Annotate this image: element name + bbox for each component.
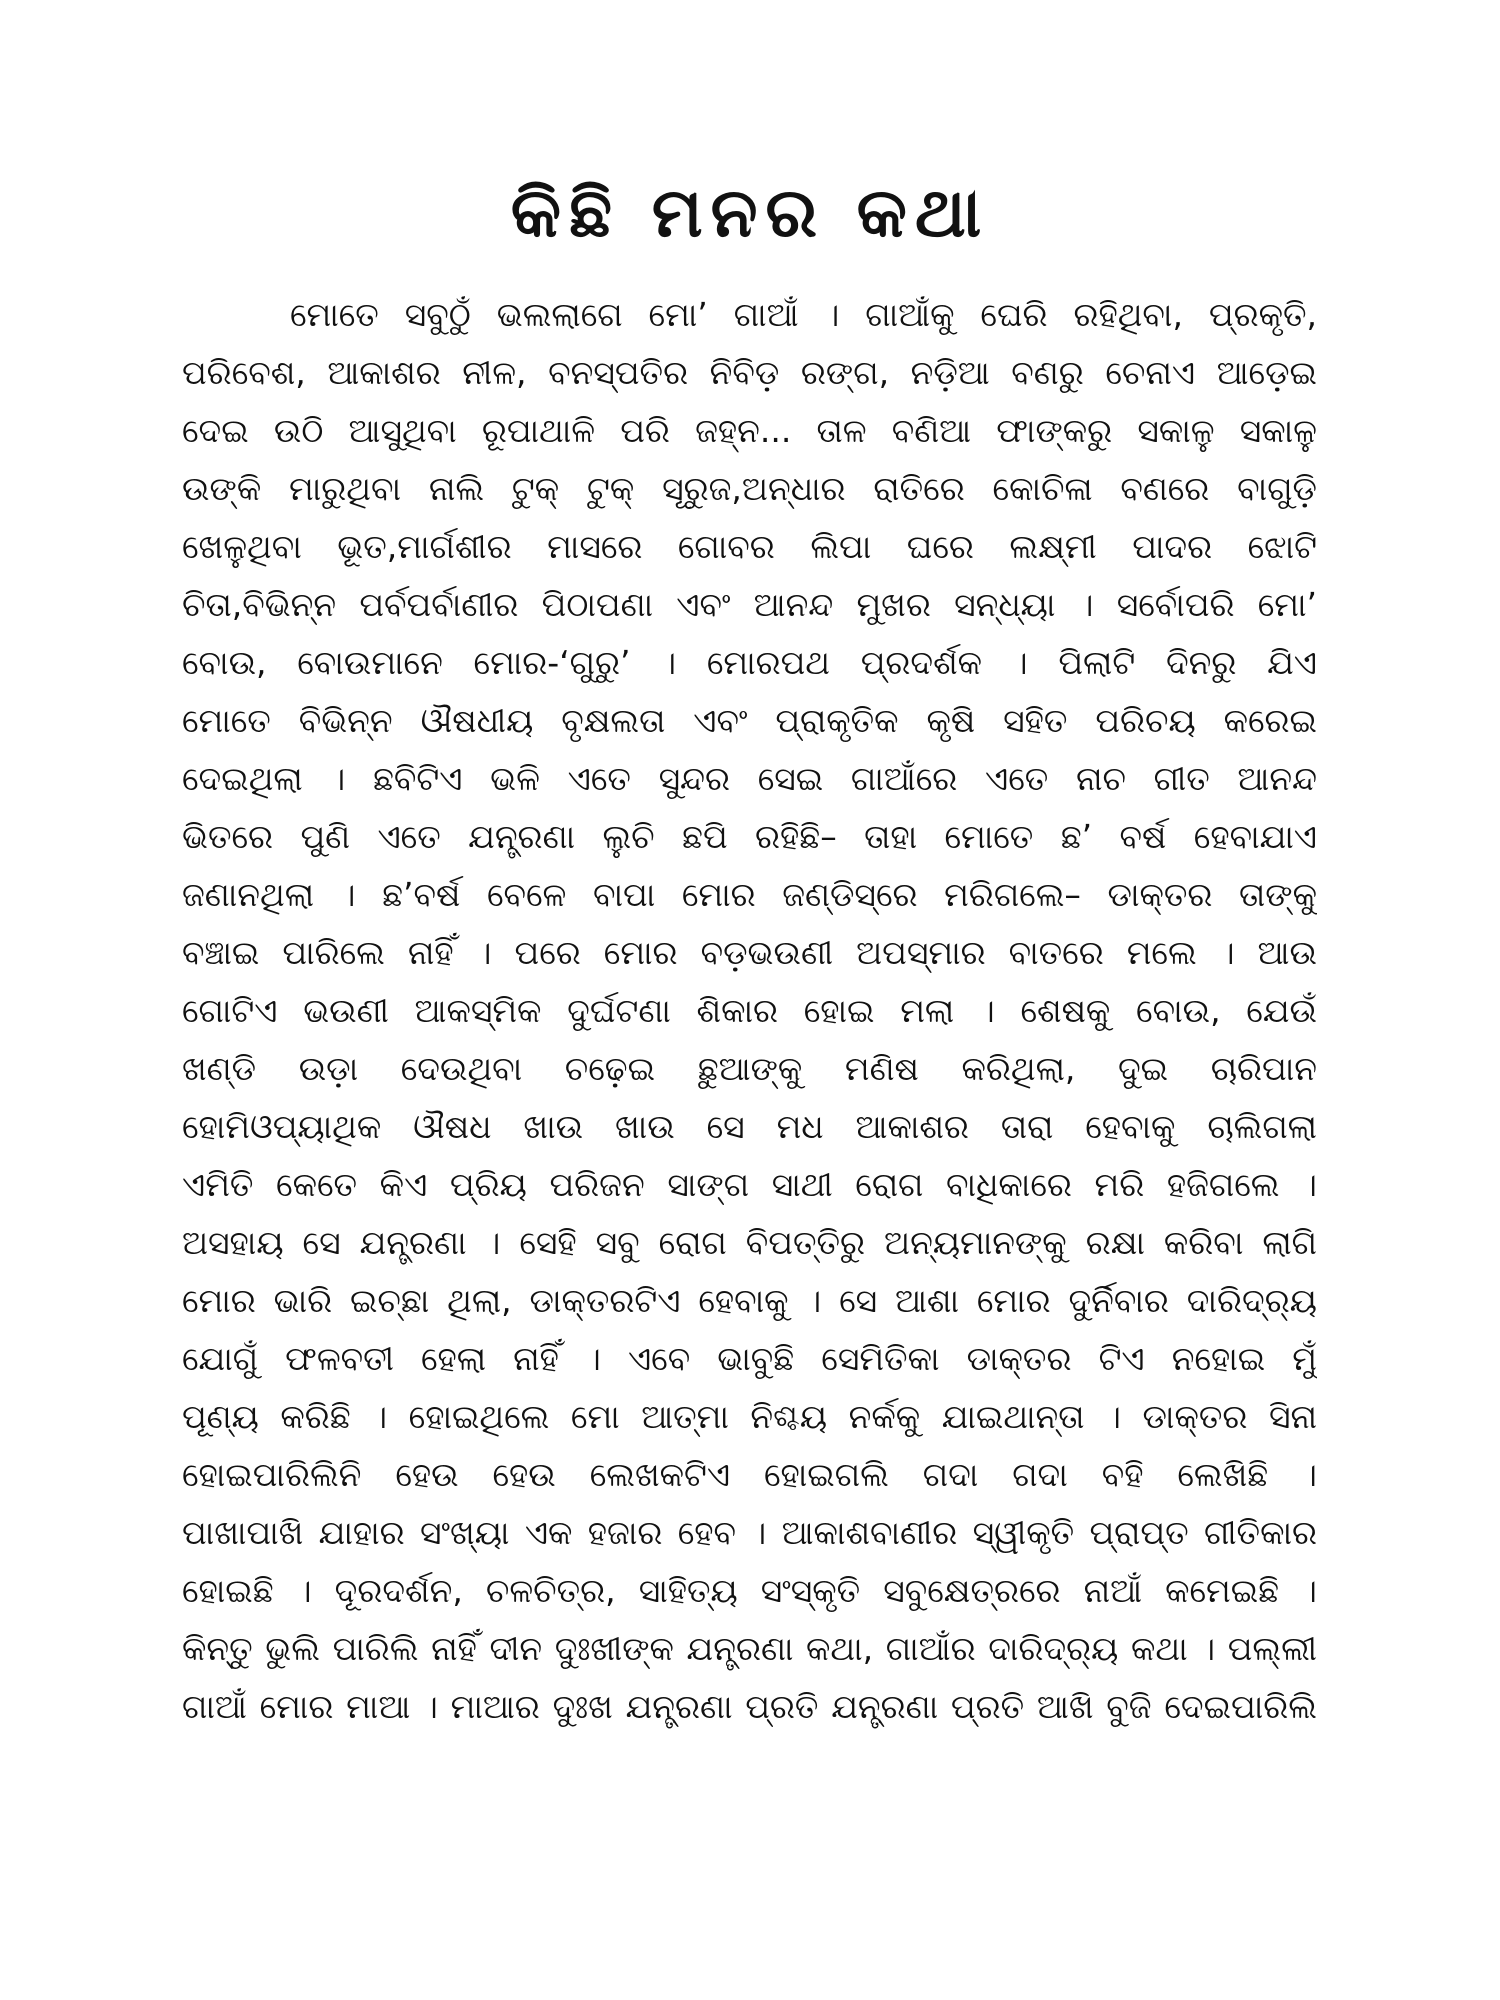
page-title: କିଛି ମନର କଥା <box>510 173 990 253</box>
text-line: ଗୋଟିଏ ଭଉଣୀ ଆକସ୍ମିକ ଦୁର୍ଘଟଣା ଶିକାର ହୋଇ ମଲା । ଶେଷକୁ ବୋଉ, ଯେଉଁ <box>182 991 1317 1030</box>
text-line: ଭିତରେ ପୁଣି ଏତେ ଯନ୍ତ୍ରଣା ଲୁଚି ଛପି ରହିଛି– ତାହା ମୋତେ ଛ’ ବର୍ଷ ହେବାଯାଏ <box>182 817 1317 856</box>
text-line: ଖେଳୁଥିବା ଭୂତ,ମାର୍ଗଶୀର ମାସରେ ଗୋବର ଲିପା ଘରେ ଲକ୍ଷ୍ମୀ ପାଦର ଝୋଟି <box>182 527 1317 566</box>
text-line: ଜଣାନଥିଲା । ଛ’ବର୍ଷ ବେଳେ ବାପା ମୋର ଜଣ୍ଡିସ୍‌ରେ ମରିଗଲେ– ଡାକ୍ତର ତାଙ୍କୁ <box>182 875 1317 914</box>
text-line: ପୂଣ୍ୟ କରିଛି । ହୋଇଥିଲେ ମୋ ଆତ୍ମା ନିଶ୍ଚୟ ନର୍କକୁ ଯାଇଥାନ୍ତା । ଡାକ୍ତର ସିନା <box>182 1397 1317 1436</box>
text-line: ଦେଇ ଉଠି ଆସୁଥିବା ରୂପାଥାଳି ପରି ଜହ୍ନ... ତାଳ ବଣିଆ ଫାଙ୍କରୁ ସକାଳୁ ସକାଳୁ <box>182 411 1317 450</box>
text-line: ଦେଇଥିଲା । ଛବିଟିଏ ଭଳି ଏତେ ସୁନ୍ଦର ସେଇ ଗାଆଁରେ ଏତେ ନାଚ ଗୀତ ଆନନ୍ଦ <box>182 759 1317 798</box>
text-line: ଏମିତି କେତେ କିଏ ପ୍ରିୟ ପରିଜନ ସାଙ୍ଗ ସାଥୀ ରୋଗ ବାଧିକାରେ ମରି ହଜିଗଲେ । <box>182 1165 1317 1204</box>
text-line: ହୋମିଓପ୍ୟାଥିକ ଔଷଧ ଖାଉ ଖାଉ ସେ ମଧ ଆକାଶର ତାରା ହେବାକୁ ଚାଲିଗଲା <box>182 1107 1317 1146</box>
text-line: ପରିବେଶ, ଆକାଶର ନୀଳ, ବନସ୍ପତିର ନିବିଡ଼ ରଙ୍ଗ, ନଡ଼ିଆ ବଣରୁ ଚେନାଏ ଆଡ଼େଇ <box>182 353 1317 392</box>
text-line: ହୋଇପାରିଲିନି ହେଉ ହେଉ ଲେଖକଟିଏ ହୋଇଗଲି ଗଦା ଗଦା ବହି ଲେଖିଛି । <box>182 1455 1317 1494</box>
text-line: ଯୋଗୁଁ ଫଳବତୀ ହେଲା ନାହିଁ । ଏବେ ଭାବୁଛି ସେମିତିକା ଡାକ୍ତର ଟିଏ ନହୋଇ ମୁଁ <box>182 1339 1317 1378</box>
text-line: କିନ୍ତୁ ଭୁଲି ପାରିଲି ନାହିଁ ଦୀନ ଦୁଃଖୀଙ୍କ ଯନ୍ତ୍ରଣା କଥା, ଗାଆଁର ଦାରିଦ୍ର୍ୟ କଥା । ପଲ୍ଲୀ <box>182 1629 1317 1668</box>
text-line: ପାଖାପାଖି ଯାହାର ସଂଖ୍ୟା ଏକ ହଜାର ହେବ । ଆକାଶବାଣୀର ସ୍ୱୀକୃତି ପ୍ରାପ୍ତ ଗୀତିକାର <box>182 1513 1317 1552</box>
text-line: ଗାଆଁ ମୋର ମାଆ । ମାଆର ଦୁଃଖ ଯନ୍ତ୍ରଣା ପ୍ରତି ଯନ୍ତ୍ରଣା ପ୍ରତି ଆଖି ବୁଜି ଦେଇପାରିଲି <box>182 1687 1317 1726</box>
text-line: ଖଣ୍ଡି ଉଡ଼ା ଦେଉଥିବା ଚଢ଼େଇ ଛୁଆଙ୍କୁ ମଣିଷ କରିଥିଲା, ଦୁଇ ଚାରିପାନ <box>182 1049 1317 1088</box>
text-line: ମୋତେ ସବୁଠୁଁ ଭଲଲାଗେ ମୋ’ ଗାଆଁ । ଗାଆଁକୁ ଘେରି ରହିଥିବା, ପ୍ରକୃତି, <box>290 295 1317 334</box>
text-line: ହୋଇଛି । ଦୂରଦର୍ଶନ, ଚଳଚିତ୍ର, ସାହିତ୍ୟ ସଂସ୍କୃତି ସବୁକ୍ଷେତ୍ରରେ ନାଆଁ କମେଇଛି । <box>182 1571 1317 1610</box>
text-line: ମୋତେ ବିଭିନ୍ନ ଔଷଧୀୟ ବୃକ୍ଷଲତା ଏବଂ ପ୍ରାକୃତିକ କୃଷି ସହିତ ପରିଚୟ କରେଇ <box>182 701 1317 740</box>
body-text <box>182 286 1317 1736</box>
text-line: ଉଙ୍କି ମାରୁଥିବା ନାଲି ଟୁକ୍ ଟୁକ୍ ସୂରୁଜ,ଅନ୍ଧାର ରାତିରେ କୋଚିଳା ବଣରେ ବାଗୁଡ଼ି <box>182 469 1317 508</box>
text-line: ବଞ୍ଚାଇ ପାରିଲେ ନାହିଁ । ପରେ ମୋର ବଡ଼ଭଉଣୀ ଅପସ୍ମାର ବାତରେ ମଲେ । ଆଉ <box>182 933 1317 972</box>
text-line: ଅସହାୟ ସେ ଯନ୍ତ୍ରଣା । ସେହି ସବୁ ରୋଗ ବିପତ୍ତିରୁ ଅନ୍ୟମାନଙ୍କୁ ରକ୍ଷା କରିବା ଲାଗି <box>182 1223 1317 1262</box>
text-line: ଚିତା,ବିଭିନ୍ନ ପର୍ବପର୍ବାଣୀର ପିଠାପଣା ଏବଂ ଆନନ୍ଦ ମୁଖର ସନ୍ଧ୍ୟା । ସର୍ବୋପରି ମୋ’ <box>182 585 1317 624</box>
text-line: ମୋର ଭାରି ଇଚ୍ଛା ଥିଲା, ଡାକ୍ତରଟିଏ ହେବାକୁ । ସେ ଆଶା ମୋର ଦୁର୍ନିବାର ଦାରିଦ୍ର୍ୟ <box>182 1281 1317 1320</box>
text-line: ବୋଉ, ବୋଉମାନେ ମୋର-‘ଗୁରୁ’ । ମୋରପଥ ପ୍ରଦର୍ଶକ । ପିଲାଟି ଦିନରୁ ଯିଏ <box>182 643 1317 682</box>
